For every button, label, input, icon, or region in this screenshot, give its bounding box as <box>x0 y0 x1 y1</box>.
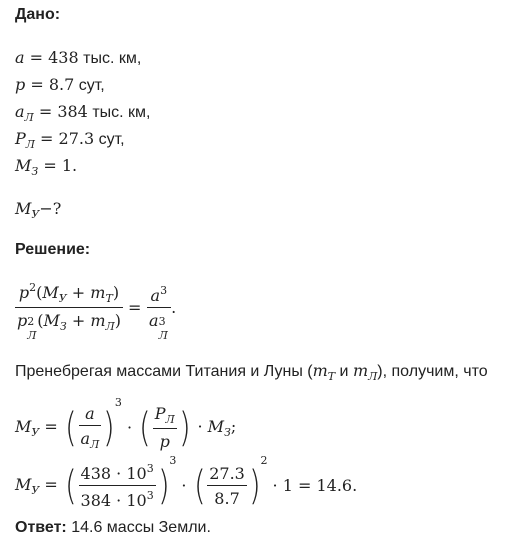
f2-sub-Z: З <box>224 425 231 439</box>
formula-kepler-right: $a^3$ a 3 Л <box>147 284 172 330</box>
given-Pl-unit: сут, <box>98 131 125 148</box>
num-438: 438 <box>80 463 112 483</box>
num-27-3: 27.3 <box>207 464 247 486</box>
given-a-value: 438 <box>48 48 79 67</box>
formula-mass-symbolic: $M_У$ = ( $\frac{a}{a_Л}$ )3 · ( $\frac{P_Л}{p}$ ) · $M_З$; <box>15 396 237 451</box>
sub-U: У <box>58 292 67 305</box>
f2-sub-L: Л <box>90 438 100 451</box>
num-one: 1 <box>282 476 293 495</box>
formula-kepler-left: $p^2(M_У + m_Т)$ p 2 Л $(M_З + m_Л)$ <box>17 281 121 342</box>
given-al: $a_Л = 384$ тыс. км, <box>15 102 151 124</box>
sub-L3: Л <box>158 329 168 342</box>
sub-T: Т <box>105 292 113 305</box>
formula-mass-numeric: $M_У$ = ( $\frac{438 \cdot 10^3}{384 \cdot 10^3}$ )3 · ( $\frac{27.3}{8.7}$ )2 · 1 = 14.6. <box>15 454 358 510</box>
answer-text: 14.6 массы Земли. <box>66 519 211 536</box>
answer-line <box>15 519 211 537</box>
given-Pl-value: 27.3 <box>58 129 95 148</box>
answer-label: Ответ: <box>15 519 67 536</box>
given-Mz: $M_З = 1$. <box>15 156 78 178</box>
neglect-sentence: Пренебрегая массами Титания и Луны ($m_Т$ и $m_Л$), получим, что <box>15 361 488 383</box>
given-p-unit: сут, <box>78 77 105 94</box>
given-p-value: 8.7 <box>48 75 75 94</box>
given-My-sub: У <box>31 208 40 221</box>
num-8-7: 8.7 <box>214 488 240 508</box>
given-p: p = 8.7 сут, <box>15 75 105 94</box>
sentence-part1: Пренебрегая массами Титания и Луны ( <box>15 363 313 380</box>
sub-L2: Л <box>105 320 115 333</box>
sentence-sub-L: Л <box>368 370 378 383</box>
given-find-suffix: −? <box>39 199 62 218</box>
num-384: 384 <box>80 490 112 510</box>
given-find: $M_У-$? <box>15 199 62 221</box>
f2-sub-L2: Л <box>165 413 175 426</box>
f3-sub-U: У <box>31 483 40 497</box>
f2-sub-U: У <box>31 425 40 439</box>
given-al-sub: Л <box>24 111 34 124</box>
given-heading: Дано: <box>15 6 61 23</box>
result-value: 14.6. <box>316 476 358 495</box>
given-Mz-sub: З <box>31 165 39 178</box>
solution-heading: Решение: <box>15 241 91 258</box>
sub-L: Л <box>27 329 37 342</box>
sub-Z: З <box>59 320 67 333</box>
formula-kepler: $p^2(M_У + m_Т)$ p 2 Л $(M_З + m_Л)$ = $a^3$ a 3 Л . <box>17 281 177 342</box>
sentence-part2: ), получим, что <box>377 363 488 380</box>
given-Pl-sub: Л <box>25 138 35 151</box>
given-al-value: 384 <box>57 102 88 121</box>
num-10a: 10 <box>126 463 147 483</box>
given-Mz-value: 1. <box>61 156 78 175</box>
sentence-and: и <box>335 363 353 380</box>
given-a: a = 438 тыс. км, <box>15 48 142 67</box>
given-a-unit: тыс. км, <box>83 50 142 67</box>
num-10b: 10 <box>126 490 147 510</box>
sentence-sub-T: Т <box>327 370 336 383</box>
given-al-unit: тыс. км, <box>92 104 151 121</box>
given-Pl: $P_Л = 27.3$ сут, <box>15 129 125 151</box>
